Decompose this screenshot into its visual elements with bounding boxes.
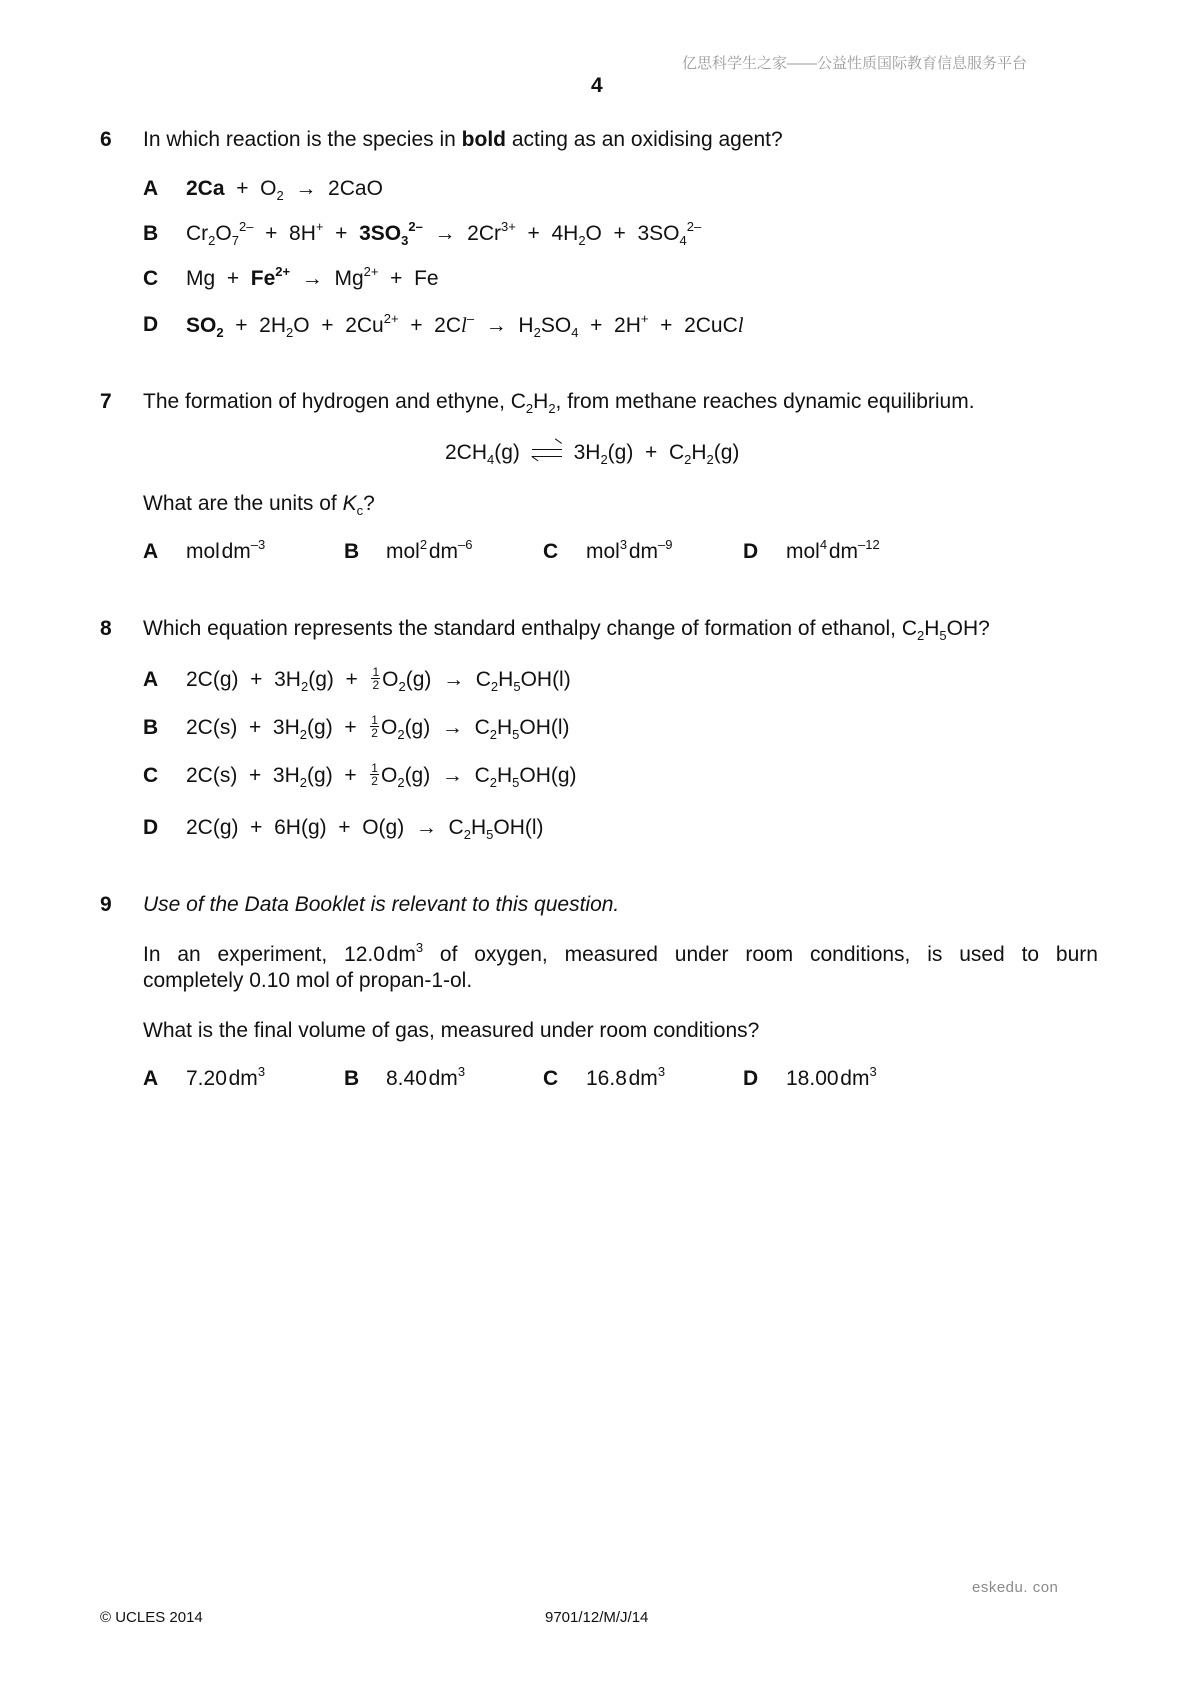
q9-note: Use of the Data Booklet is relevant to this question.	[143, 893, 620, 916]
q7-option-b-text: mol$^2$ $dm^{-6}$	[386, 537, 473, 563]
footer-paper-code: 9701/12/M/J/14	[545, 1609, 649, 1626]
equilibrium-arrow-icon	[532, 446, 562, 460]
q8-option-d-letter: D	[143, 816, 159, 839]
q6-option-c-equation: $Mg + Fe^{2+} \to Mg^{2+} + Fe$	[186, 264, 439, 290]
q7-option-d-text: mol$^4$ $dm^{-12}$	[786, 537, 880, 563]
question-9-number: 9	[100, 893, 112, 916]
q7-option-d-letter: D	[743, 540, 759, 563]
q6-option-a-letter: A	[143, 177, 159, 200]
q9-stem-line2: completely 0.10 mol of propan-1-ol.	[143, 969, 473, 992]
q9-option-c-letter: C	[543, 1067, 559, 1090]
question-6-number: 6	[100, 128, 112, 151]
q6-option-b-letter: B	[143, 222, 159, 245]
page-number: 4	[591, 74, 603, 97]
q6-option-d-equation: $SO_2 + 2H_2O + 2Cu^{2+} + 2Cl^- \to H_2SO_4 + 2H^+$ + 2CuCl	[186, 311, 744, 340]
footer-watermark: eskedu. con	[972, 1579, 1059, 1596]
q7-equilibrium-equation: $2CH_4(g)$ $3H_2(g) + C_2H_2(g)$	[445, 441, 740, 467]
q8-option-d-equation: $2C(g) + 6H(g) + O(g) \to C_2H_5OH(l)$	[186, 816, 544, 842]
q9-option-a-letter: A	[143, 1067, 159, 1090]
q8-option-c-letter: C	[143, 764, 159, 787]
q9-option-b-value: 8.40 $dm^3$	[386, 1064, 466, 1090]
q6-option-b-equation: $Cr_2O_7^{2-} + 8H^+ + 3SO_3^{2-} \to 2Cr^{3+} + 4H_2O + 3SO_4^{2-}$	[186, 219, 702, 248]
question-8-stem: Which equation represents the standard enthalpy change of formation of ethanol, $C_2H_5OH$?	[143, 617, 990, 643]
q6-stem-pre: In which reaction is the species in	[143, 128, 462, 151]
q9-question: What is the final volume of gas, measured under room conditions?	[143, 1019, 760, 1042]
question-8-number: 8	[100, 617, 112, 640]
footer-copyright: © UCLES 2014	[100, 1609, 203, 1626]
q9-option-c-value: 16.8 $dm^3$	[586, 1064, 666, 1090]
q8-option-b-letter: B	[143, 716, 159, 739]
q9-option-b-letter: B	[344, 1067, 360, 1090]
q8-option-a-letter: A	[143, 668, 159, 691]
question-7-number: 7	[100, 390, 112, 413]
q9-option-d-value: 18.00 $dm^3$	[786, 1064, 877, 1090]
q7-option-a-letter: A	[143, 540, 159, 563]
q8-option-c-equation: $2C(s) + 3H_2(g)$ + $\frac{1}{2}$ $O_2(g) \to C_2H_5OH(g)$	[186, 761, 577, 791]
q7-question: What are the units of $K_c$?	[143, 492, 375, 518]
q7-option-c-text: mol$^3$ $dm^{-9}$	[586, 537, 673, 563]
q7-option-a-text: mol $dm^{-3}$	[186, 537, 266, 563]
q7-option-c-letter: C	[543, 540, 559, 563]
q8-option-b-equation: $2C(s) + 3H_2(g)$ + $\frac{1}{2}$ $O_2(g) \to C_2H_5OH(l)$	[186, 713, 570, 743]
question-7-stem: The formation of hydrogen and ethyne, $C_2H_2$, from methane reaches dynamic equilibrium.	[143, 390, 975, 416]
q7-question-pre: What are the units of	[143, 492, 343, 515]
q9-option-d-letter: D	[743, 1067, 759, 1090]
q6-option-a-equation: $2Ca + O_2 \to 2CaO$	[186, 177, 383, 203]
q6-option-d-letter: D	[143, 313, 159, 336]
q7-question-post: ?	[363, 492, 375, 515]
q6-stem-post: acting as an oxidising agent?	[506, 128, 783, 151]
q7-option-b-letter: B	[344, 540, 360, 563]
header-watermark: 亿思科学生之家——公益性质国际教育信息服务平台	[682, 55, 1028, 72]
question-6-stem	[143, 128, 783, 152]
q6-option-c-letter: C	[143, 267, 159, 290]
q9-stem-line1: In an experiment, 12.0 $dm^3$ of oxygen, measured under room conditions, is used to burn	[143, 940, 1098, 966]
q9-option-a-value: 7.20 $dm^3$	[186, 1064, 266, 1090]
q8-option-a-equation: $2C(g) + 3H_2(g)$ + $\frac{1}{2}$ $O_2(g) \to C_2H_5OH(l)$	[186, 665, 571, 695]
q6-stem-bold: bold	[461, 128, 506, 151]
